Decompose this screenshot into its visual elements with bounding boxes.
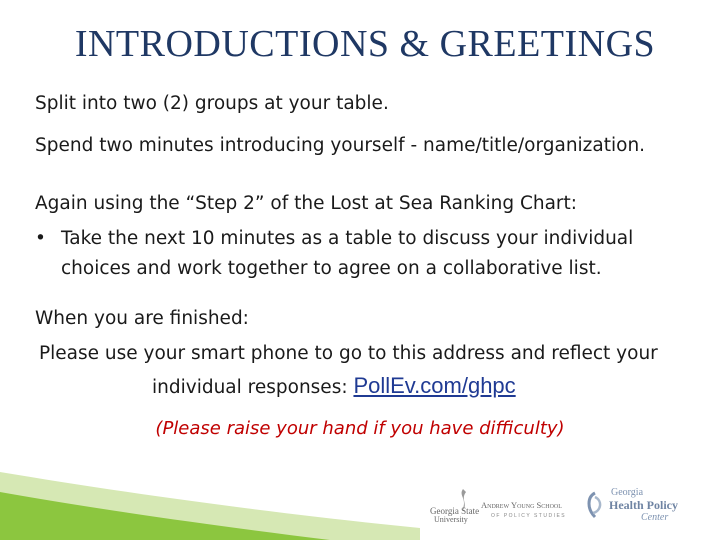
bullet-text: Take the next 10 minutes as a table to discuss your individual choices and work together to agree on a collaborative list.	[61, 228, 634, 279]
ghpc-name-1: Georgia	[611, 487, 644, 498]
slide-title: INTRODUCTIONS & GREETINGS	[74, 23, 656, 65]
ghpc-swirl-icon	[585, 491, 605, 519]
poll-url-link[interactable]: PollEv.com/ghpc	[353, 373, 516, 398]
ghpc-logo	[585, 487, 695, 527]
responses-label: individual responses:	[152, 377, 354, 398]
instruction-line-3: Again using the “Step 2” of the Lost at Sea Ranking Chart:	[35, 193, 578, 214]
ays-name: Andrew Young School	[481, 500, 562, 510]
instruction-line-6	[152, 370, 516, 404]
instruction-line-5: Please use your smart phone to go to this address and reflect your	[39, 343, 658, 364]
ghpc-name-2: Health Policy	[609, 498, 678, 512]
ays-logo	[481, 500, 567, 524]
instruction-line-1: Split into two (2) groups at your table.	[35, 93, 389, 114]
bullet-dot: •	[35, 228, 46, 249]
gsu-logo	[430, 488, 478, 524]
ghpc-name-3: Center	[641, 512, 669, 523]
instruction-line-4: When you are finished:	[35, 308, 249, 329]
gsu-name-1: Georgia State	[430, 506, 480, 516]
instruction-line-2: Spend two minutes introducing yourself - name/title/organization.	[35, 135, 646, 156]
gsu-name-2: University	[434, 515, 468, 524]
help-note: (Please raise your hand if you have difficulty)	[155, 418, 565, 439]
ays-subtitle: OF POLICY STUDIES	[491, 513, 567, 519]
